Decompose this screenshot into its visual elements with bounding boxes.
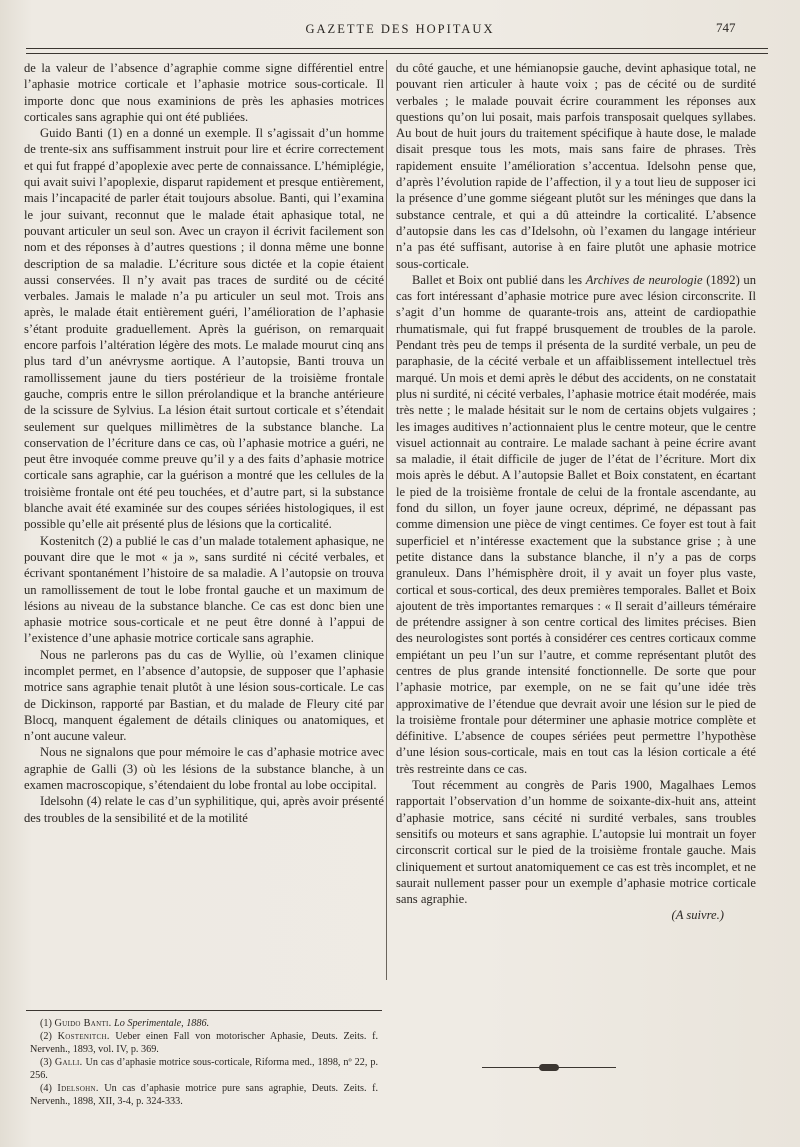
paragraph: Kostenitch (2) a publié le cas d’un malade totalement aphasique, ne pouvant dire que le mot « ja », sans surdité ni cécité verbales, et écrivant spontanément l’histoire de sa maladie. A l’autopsie on trouva un ramollissement de tout le lobe frontal gauche et un maximum de lésions au niveau de la substance blanche. Ce cas est donc bien une aphasie motrice sous-corticale et ne peut être donné à l’appui de l’existence d’une aphasie motrice corticale sans agraphie.	[24, 533, 384, 646]
paragraph: Nous ne parlerons pas du cas de Wyllie, où l’examen clinique incomplet permet, en l’absence d’autopsie, de supposer que l’aphasie motrice sans agraphie tenait plutôt à une lésion sous-corticale. Le cas de Dickinson, rapporté par Bastian, et du malade de Fleury cité par Blocq, manquent également de détails cliniques ou anatomiques, et n’ont aucune valeur.	[24, 647, 384, 744]
footnote: (2) Kostenitch. Ueber einen Fall von motorischer Aphasie, Deuts. Zeits. f. Nervenh., 1893, vol. IV, p. 369.	[30, 1031, 379, 1055]
paragraph: du côté gauche, et une hémianopsie gauche, devint aphasique total, ne pouvant rien articuler à haute voix ; pas de cécité ou de surdité verbales ; le malade pouvait écrire couramment les réponses aux questions qu’on lui posait, mais parfois transposait quelques syllabes. Au bout de huit jours du traitement spécifique à haute dose, le malade disait presque tous les mots, mais sans faire de phrases. Très rapidement ensuite l’amélioration s’accentua. Idelsohn pense que, d’après l’évolution rapide de l’affection, il y a tout lieu de supposer ici la présence d’une gomme siégeant plutôt sur les méninges que dans la substance centrale, et qui a dû atteindre la corticalité. L’absence d’autopsie dans les cas d’Idelsohn, où l’examen du langage intérieur n’a pas été suffisant, autorise à en faire plutôt une aphasie motrice sous-corticale.	[396, 61, 756, 271]
footnote: (3) Galli. Un cas d’aphasie motrice sous-corticale, Riforma med., 1898, nº 22, p. 256.	[30, 1057, 378, 1081]
page-number: 747	[716, 20, 736, 35]
journal-title: Archives de neurologie	[585, 272, 703, 287]
paragraph: Tout récemment au congrès de Paris 1900, Magalhaes Lemos rapportait l’observation d’un homme de soixante-dix-huit ans, atteint d’aphasie motrice, sans cécité ni surdité verbales, sans troubles sensitifs ou moteurs et sans agraphie. L’autopsie lui montrait un foyer circonscrit cortical sur le pied de la troisième frontale gauche. Mais cliniquement et surtout anatomiquement ce cas est très incomplet, et ne saurait nullement passer pour un exemple d’aphasie motrice corticale sans agraphie.	[396, 778, 756, 907]
paragraph-text: Ballet et Boix ont publié dans les	[412, 272, 583, 287]
footnote: (4) Idelsohn. Un cas d’aphasie motrice pure sans agraphie, Deuts. Zeits. f. Nervenh., 1898, XII, 3-4, p. 324-333.	[30, 1083, 379, 1107]
paragraph-text: (1892) un cas fort intéressant d’aphasie motrice pure avec lésion circonscrite. Il s’agit d’un homme de quarante-trois ans, atteint de cardiopathie rhumatismale, qui fut frappé brusquement de troubles de la parole. Pendant très peu de temps il présenta de la surdité verbale, un peu de paraphasie, de la cécité verbale et un affaiblissement intellectuel très marqué. Un mois et demi après le début des accidents, on ne constatait plus ni surdité, ni cécité verbales, l’aphasie motrice était modérée, mais très nette ; le malade hésitait sur le nom de certains objets vulgaires ; les images auditives n’actionnaient plus le centre moteur, que le centre visuel actionnait au contraire. Le malade sachant à peine écrire avant sa maladie, il était difficile de juger de l’état de l’écriture. Mort dix mois après le début. A l’autopsie Ballet et Boix constatent, en écartant le pied de la troisième frontale de celui de la frontale ascendante, au fond du sillon, un foyer jaune ocreux, déprimé, ne dépassant pas comme dimension une pièce de vingt centimes. Ce foyer est tout à fait superficiel et n’intéresse exactement que la substance grise ; à une petite distance dans la substance blanche, il n’y a pas de corps granuleux. Dans l’hémisphère droit, il y avait un foyer plus vaste, cortical et sous-cortical, des deux premières temporales. Ballet et Boix ajoutent de très importantes remarques : « Il serait d’ailleurs téméraire de prétendre assigner à son centre cortical des limites précises. Bien des neurologistes sont portés à considérer ces centres corticaux comme empiétant un peu l’un sur l’autre, et comme représentant plutôt des centres de plus grande intensité fonctionnelle. De sorte que pour l’aphasie motrice, par exemple, on ne se fait qu’une idée très approximative de l’étendue que devrait avoir une lésion sur le pied de la troisième frontale pour déterminer une aphasie motrice complète et définitive. L’absence de coupes sériées peut permettre l’hypothèse d’une lésion sous-corticale, mais en tout cas la lésion corticale a été très restreinte dans ce cas.	[396, 272, 757, 776]
paragraph: Nous ne signalons que pour mémoire le cas d’aphasie motrice avec agraphie de Galli (3) où les lésions de la substance blanche, à un examen macroscopique, s’étendaient du lobe frontal au lobe occipital.	[24, 745, 384, 793]
footnote: (1) Guido Banti. Lo Sperimentale, 1886.	[40, 1018, 210, 1029]
footnote-rule	[26, 1010, 382, 1011]
running-head: GAZETTE DES HOPITAUX	[305, 22, 495, 36]
to-be-continued: (A suivre.)	[671, 908, 724, 923]
footnotes	[30, 1017, 378, 1108]
header-rule-thick	[26, 48, 768, 49]
end-ornament	[482, 1063, 616, 1073]
paragraph	[396, 272, 756, 777]
left-column	[24, 60, 384, 826]
column-divider	[386, 60, 387, 980]
paragraph: Idelsohn (4) relate le cas d’un syphilitique, qui, après avoir présenté des troubles de la sensibilité et de la motilité	[24, 794, 384, 825]
header-rule-thin	[26, 53, 768, 54]
paragraph: Guido Banti (1) en a donné un exemple. Il s’agissait d’un homme de trente-six ans suffisamment instruit pour lire et écrire correctement et qui fut frappé d’apoplexie avec perte de connaissance. L’hémiplégie, qui avait suivi l’apoplexie, disparut rapidement et presque entièrement, mais l’incapacité de parler était toujours absolue. Banti, qui l’examina le jour suivant, reconnut que le malade était aphasique total, ne pouvant articuler un seul son. Avec un crayon il écrivit facilement son nom et des réponses à d’autres questions ; il donna même une bonne description de sa maladie. L’écriture sous dictée et la copie étaient aussi conservées. Il n’y avait pas traces de surdité ou de cécité verbales. Jamais le malade n’a pu articuler un seul mot. Trois ans après, le malade était entièrement guéri, l’amélioration de l’aphasie s’étant produite graduellement. Après la guérison, on remarquait encore parfois l’altération légère des mots. Le malade mourut cinq ans plus tard d’un anévrysme aortique. A l’autopsie, Banti trouva un ramollissement jaune du tiers postérieur de la troisième frontale gauche, compris entre le sillon prérolandique et la branche antérieure de la scissure de Sylvius. La lésion était surtout corticale et s’étendait seulement sur quelques millimètres de la substance blanche. La conservation de l’écriture dans ce cas, où l’aphasie motrice a guéri, ne peut être invoquée comme preuve qu’il y a des faits d’aphasie motrice corticale sans agraphie, car la guérison a montré que les cellules de la troisième frontale ont été peu touchées, et d’autre part, si la substance blanche avait été examinée sur des coupes sériées histologiques, il est possible qu’elle ait présenté plus de lésions que la corticalité.	[24, 126, 384, 532]
right-column	[396, 60, 756, 924]
paragraph: de la valeur de l’absence d’agraphie comme signe différentiel entre l’aphasie motrice corticale et l’aphasie motrice sous-corticale. Il importe donc que nous examinions de près les aphasies motrices corticales sans agraphie qui ont été publiées.	[24, 61, 384, 124]
